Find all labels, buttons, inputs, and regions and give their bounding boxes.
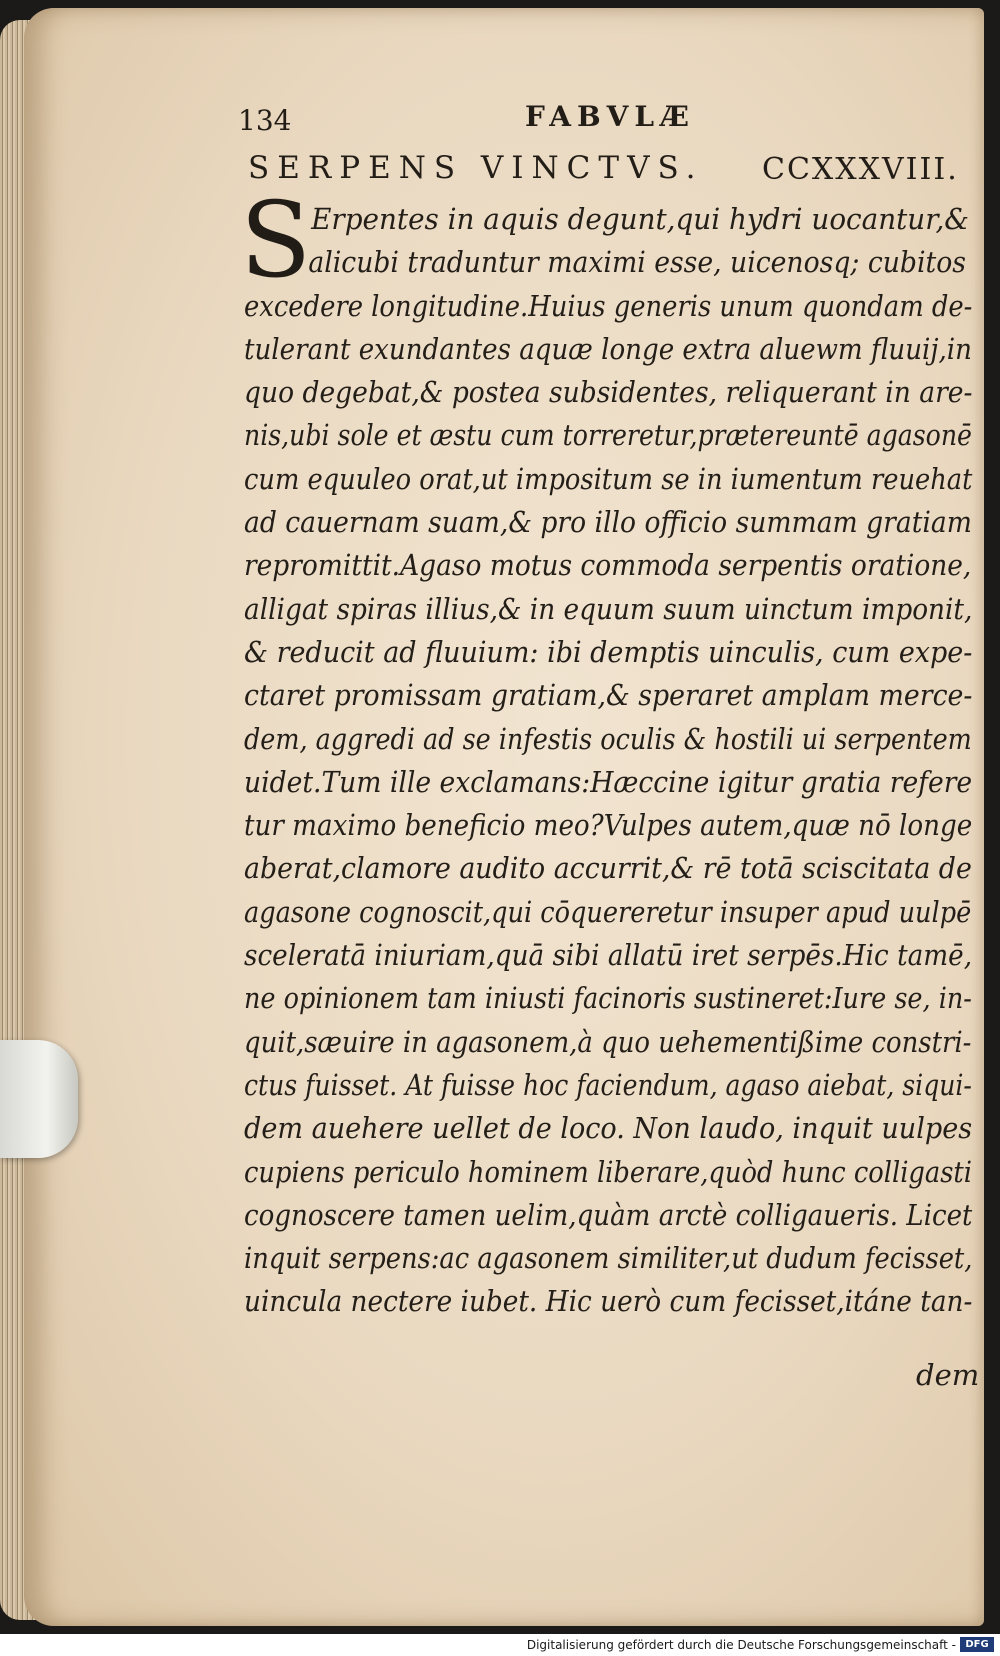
text-line: repromittit.Agaso motus commoda serpentis oratione,	[244, 548, 972, 583]
fable-text	[240, 179, 974, 1324]
text-line: dem, aggredi ad se infestis oculis & hostili ui serpentem	[244, 721, 972, 756]
text-line: ctus fuisset. At fuisse hoc faciendum, agaso aiebat, siqui-	[244, 1067, 972, 1102]
text-line: sceleratā iniuriam,quā sibi allatū iret serpēs.Hic tamē,	[244, 938, 972, 973]
text-line: alligat spiras illius,& in equum suum uinctum imponit,	[244, 591, 973, 626]
page-number: 134	[238, 104, 292, 137]
text-line: cupiens periculo hominem liberare,quòd hunc colligasti	[244, 1154, 973, 1189]
catchword: dem	[916, 1358, 980, 1392]
chapter-heading	[0, 150, 1000, 198]
running-head	[0, 100, 1000, 144]
text-line: ctaret promissam gratiam,& speraret amplam merce-	[244, 678, 973, 713]
text-line: cum equuleo orat,ut impositum se in iumentum reuehat	[244, 461, 973, 496]
text-line: tulerant exundantes aquæ longe extra aluewm fluuij,in	[244, 331, 972, 366]
text-line: dem auehere uellet de loco. Non laudo, inquit uulpes	[244, 1111, 972, 1146]
text-line: tur maximo beneficio meo?Vulpes autem,quæ nō longe	[244, 808, 972, 843]
text-line: ad cauernam suam,& pro illo officio summam gratiam	[244, 505, 972, 540]
text-line: nis,ubi sole et æstu cum torreretur,prætereuntē agasonē	[244, 418, 972, 453]
text-line: uidet.Tum ille exclamans:Hæccine igitur gratia refere	[244, 764, 973, 799]
text-line: inquit serpens:ac agasonem similiter,ut dudum fecisset,	[244, 1241, 973, 1276]
text-line: excedere longitudine.Huius generis unum quondam de-	[244, 288, 973, 323]
text-line: uincula nectere iubet. Hic uerò cum fecisset,itáne tan-	[244, 1284, 973, 1319]
text-line: Erpentes in aquis degunt,qui hydri uocantur,&	[311, 202, 970, 236]
text-line: alicubi traduntur maximi esse, uicenosq; cubitos	[308, 245, 966, 280]
text-line: aberat,clamore audito accurrit,& rē totā sciscitata de	[244, 851, 972, 886]
page-clip	[0, 1040, 78, 1158]
text-line: quo degebat,& postea subsidentes, reliquerant in are-	[244, 375, 973, 410]
text-line: cognoscere tamen uelim,quàm arctè colligaueris. Licet	[244, 1197, 973, 1232]
text-line: ne opinionem tam iniusti facinoris sustineret:Iure se, in-	[244, 981, 972, 1016]
chapter-number: CCXXXVIII.	[762, 152, 959, 187]
credit-text: Digitalisierung gefördert durch die Deutsche Forschungsgemeinschaft -	[526, 1638, 956, 1652]
chapter-title: SERPENS VINCTVS.	[248, 150, 704, 186]
drop-cap: S	[240, 179, 312, 301]
text-line: quit,sæuire in agasonem,à quo uehementißime constri-	[244, 1024, 972, 1059]
text-line: agasone cognoscit,qui cōquereretur insuper apud uulpē	[244, 894, 972, 929]
dfg-logo: DFG	[960, 1637, 994, 1652]
digitization-credit-bar	[0, 1634, 1000, 1656]
running-head-title: FABVLÆ	[525, 100, 695, 133]
text-line: & reducit ad fluuium: ibi demptis uinculis, cum expe-	[244, 634, 973, 669]
